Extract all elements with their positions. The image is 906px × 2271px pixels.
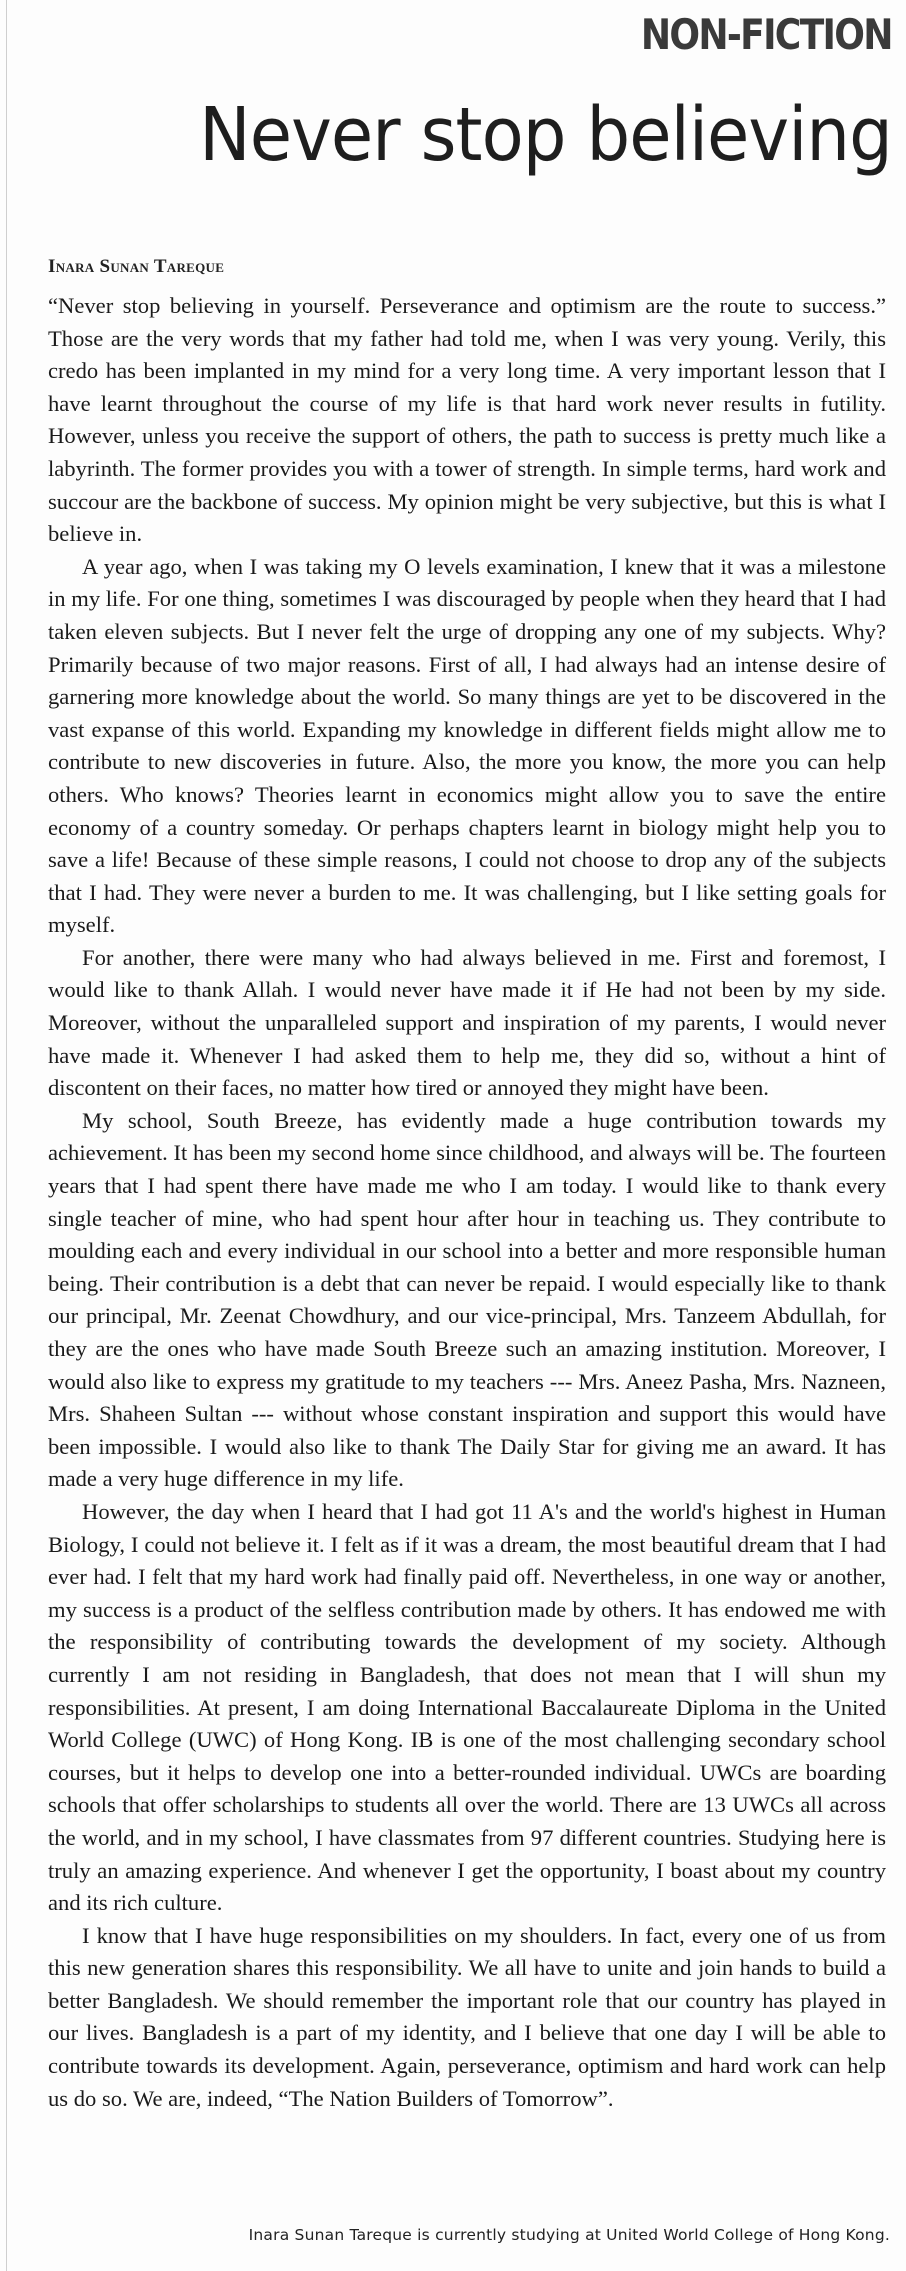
author-byline: Inara Sunan Tareque — [48, 256, 225, 277]
article-paragraph: For another, there were many who had always believed in me. First and foremost, I would like to thank Allah. I would never have made it if He had not been by my side. Moreover, without the unparalleled support and inspiration of my parents, I would never have made it. Whenever I had asked them to help me, they did so, without a hint of discontent on their faces, no matter how tired or annoyed they might have been. — [48, 944, 886, 1101]
article-paragraph: However, the day when I heard that I had got 11 A's and the world's highest in Human Biology, I could not believe it. I felt as if it was a dream, the most beautiful dream that I had ever had. I felt that my hard work had finally paid off. Nevertheless, in one way or another, my success is a product of the selfless contribution made by others. It has endowed me with the responsibility of contributing towards the development of my society. Although currently I am not residing in Bangladesh, that does not mean that I will shun my responsibilities. At present, I am doing International Baccalaureate Diploma in the United World College (UWC) of Hong Kong. IB is one of the most challenging secondary school courses, but it helps to develop one into a better-rounded individual. UWCs are boarding schools that offer scholarships to students all over the world. There are 13 UWCs all across the world, and in my school, I have classmates from 97 different countries. Studying here is truly an amazing experience. And whenever I get the opportunity, I boast about my country and its rich culture. — [48, 1498, 886, 1916]
article-paragraph: My school, South Breeze, has evidently made a huge contribution towards my achievement. It has been my second home since childhood, and always will be. The fourteen years that I had spent there have made me who I am today. I would like to thank every single teacher of mine, who had spent hour after hour in teaching us. They contribute to moulding each and every individual in our school into a better and more responsible human being. Their contribution is a debt that can never be repaid. I would especially like to thank our principal, Mr. Zeenat Chowdhury, and our vice-principal, Mrs. Tanzeem Abdullah, for they are the ones who have made South Breeze such an amazing institution. Moreover, I would also like to express my gratitude to my teachers --- Mrs. Aneez Pasha, Mrs. Nazneen, Mrs. Shaheen Sultan --- without whose constant inspiration and support this would have been impossible. I would also like to thank The Daily Star for giving me an award. It has made a very huge difference in my life. — [48, 1107, 886, 1492]
section-label: NON-FICTION — [641, 10, 892, 59]
article-body — [48, 290, 886, 2115]
article-headline: Never stop believing — [199, 92, 892, 178]
article-paragraph: “Never stop believing in yourself. Perseverance and optimism are the route to success.” Those are the very words that my father had told me, when I was very young. Verily, this credo has been implanted in my mind for a very long time. A very important lesson that I have learnt throughout the course of my life is that hard work never results in futility. However, unless you receive the support of others, the path to success is pretty much like a labyrinth. The former provides you with a tower of strength. In simple terms, hard work and succour are the backbone of success. My opinion might be very subjective, but this is what I believe in. — [48, 293, 886, 547]
column-rule — [6, 0, 7, 2271]
article-paragraph: I know that I have huge responsibilities on my shoulders. In fact, every one of us from this new generation shares this responsibility. We all have to unite and join hands to build a better Bangladesh. We should remember the important role that our country has played in our lives. Bangladesh is a part of my identity, and I believe that one day I will be able to contribute towards its development. Again, perseverance, optimism and hard work can help us do so. We are, indeed, “The Nation Builders of Tomorrow”. — [48, 1922, 886, 2111]
article-paragraph: A year ago, when I was taking my O levels examination, I knew that it was a milestone in my life. For one thing, sometimes I was discouraged by people when they heard that I had taken eleven subjects. But I never felt the urge of dropping any one of my subjects. Why? Primarily because of two major reasons. First of all, I had always had an intense desire of garnering more knowledge about the world. So many things are yet to be discovered in the vast expanse of this world. Expanding my knowledge in different fields might allow me to contribute to new discoveries in future. Also, the more you know, the more you can help others. Who knows? Theories learnt in economics might allow you to save the entire economy of a country someday. Or perhaps chapters learnt in biology might help you to save a life! Because of these simple reasons, I could not choose to drop any of the subjects that I had. They were never a burden to me. It was challenging, but I like setting goals for myself. — [48, 553, 886, 938]
author-note: Inara Sunan Tareque is currently studying at United World College of Hong Kong. — [248, 2226, 890, 2244]
